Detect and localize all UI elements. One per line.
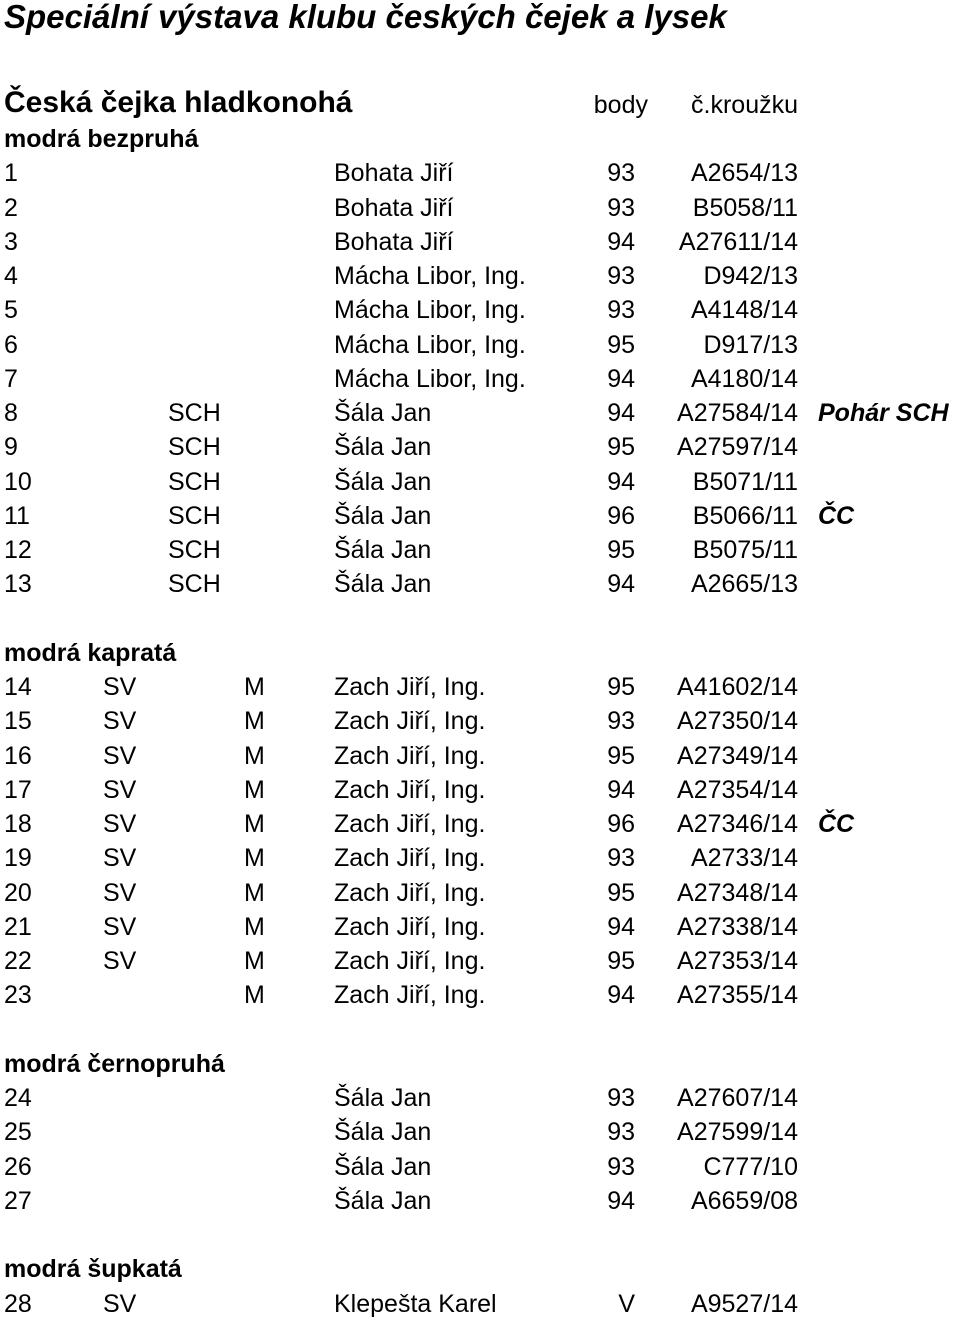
entry-number: 11: [4, 501, 30, 530]
entry-ring: A27355/14: [677, 981, 798, 1010]
entry-mark: M: [244, 947, 265, 975]
entry-number: 13: [4, 570, 32, 599]
entry-exhibitor: Šála Jan: [334, 1118, 432, 1147]
table-row: [0, 499, 960, 533]
table-row: [0, 841, 960, 875]
entry-ring: A27584/14: [677, 399, 798, 427]
entry-points: 93: [607, 1152, 635, 1181]
entry-points: 93: [607, 1084, 635, 1112]
entry-mark: M: [244, 741, 265, 770]
entry-title: SCH: [168, 501, 221, 530]
entry-ring: A27353/14: [677, 947, 798, 975]
entry-number: 14: [4, 673, 32, 701]
entry-title: SV: [103, 878, 137, 907]
entry-mark: M: [244, 844, 265, 873]
entry-exhibitor: Zach Jiří, Ing.: [334, 775, 486, 804]
entry-ring: A27338/14: [677, 912, 798, 941]
points-column-header: body: [593, 91, 648, 119]
entry-ring: D942/13: [703, 262, 798, 290]
entry-points: 94: [607, 364, 635, 393]
entry-points: 95: [607, 330, 635, 359]
entry-number: 22: [4, 947, 32, 975]
table-row: [0, 191, 960, 225]
entry-points: 95: [607, 878, 635, 907]
table-row: [0, 670, 960, 704]
entry-number: 16: [4, 741, 32, 770]
table-row: [0, 567, 960, 601]
table-row: [0, 1287, 960, 1321]
entry-points: 95: [607, 673, 635, 701]
entry-ring: A2665/13: [690, 570, 798, 599]
entry-title: SCH: [168, 467, 221, 496]
entry-exhibitor: Zach Jiří, Ing.: [334, 673, 486, 701]
entry-points: 95: [607, 536, 635, 564]
entry-number: 28: [4, 1289, 32, 1318]
entry-number: 1: [4, 159, 18, 188]
entry-exhibitor: Zach Jiří, Ing.: [334, 912, 486, 941]
table-row: [0, 156, 960, 190]
entry-points: 93: [607, 159, 635, 188]
table-row: [0, 807, 960, 841]
entry-title: SV: [103, 673, 137, 701]
table-row: [0, 978, 960, 1012]
entry-award: ČC: [818, 501, 855, 530]
entry-title: SV: [103, 947, 137, 975]
entry-points: 93: [607, 707, 635, 736]
entry-number: 18: [4, 810, 32, 838]
entry-number: 26: [4, 1152, 32, 1181]
page-title: Speciální výstava klubu českých čejek a lysek: [4, 0, 727, 35]
table-row: [0, 362, 960, 396]
entry-mark: M: [244, 981, 265, 1010]
entry-ring: B5058/11: [692, 193, 798, 222]
entry-points: 94: [607, 227, 635, 256]
entry-number: 21: [4, 912, 32, 941]
entry-title: SCH: [168, 570, 221, 599]
entry-points: 95: [607, 947, 635, 975]
entry-award: Pohár SCH: [818, 399, 949, 427]
entry-exhibitor: Bohata Jiří: [334, 159, 454, 188]
section-heading: modrá bezpruhá: [4, 125, 199, 153]
entry-points: 95: [607, 433, 635, 462]
table-row: [0, 1184, 960, 1218]
entry-title: SV: [103, 775, 137, 804]
entry-points: 94: [607, 912, 635, 941]
entry-exhibitor: Šála Jan: [334, 570, 432, 599]
entry-exhibitor: Šála Jan: [334, 433, 432, 462]
entry-ring: A27599/14: [677, 1118, 798, 1147]
entry-ring: C777/10: [703, 1152, 798, 1181]
table-row: [0, 704, 960, 738]
entry-title: SCH: [168, 536, 221, 564]
entry-number: 23: [4, 981, 32, 1010]
entry-points: 93: [607, 844, 635, 873]
entry-exhibitor: Bohata Jiří: [334, 193, 454, 222]
entry-ring: A2733/14: [690, 844, 798, 873]
entry-exhibitor: Zach Jiří, Ing.: [334, 810, 486, 838]
entry-number: 20: [4, 878, 32, 907]
entry-number: 27: [4, 1186, 32, 1215]
entry-number: 17: [4, 775, 32, 804]
table-row: [0, 293, 960, 327]
entry-points: 94: [607, 981, 635, 1010]
entry-number: 15: [4, 707, 32, 736]
table-row: [0, 1081, 960, 1115]
table-row: [0, 910, 960, 944]
section-heading: modrá kapratá: [4, 638, 177, 667]
section-heading: modrá šupkatá: [4, 1255, 182, 1284]
entry-exhibitor: Šála Jan: [334, 501, 432, 530]
entry-exhibitor: Šála Jan: [334, 536, 432, 564]
entry-title: SV: [103, 912, 137, 941]
entry-number: 24: [4, 1084, 32, 1112]
entry-points: 96: [607, 501, 635, 530]
entry-number: 25: [4, 1118, 32, 1147]
table-row: [0, 430, 960, 464]
entry-ring: A4180/14: [690, 364, 798, 393]
entry-number: 6: [4, 330, 18, 359]
table-row: [0, 739, 960, 773]
table-row: [0, 225, 960, 259]
entry-points: 94: [607, 775, 635, 804]
entry-ring: A27346/14: [677, 810, 798, 838]
entry-number: 9: [4, 433, 18, 462]
entry-exhibitor: Mácha Libor, Ing.: [334, 364, 526, 393]
entry-mark: M: [244, 912, 265, 941]
breed-heading: Česká čejka hladkonohá: [4, 86, 353, 119]
entry-exhibitor: Bohata Jiří: [334, 227, 454, 256]
entry-points: 93: [607, 1118, 635, 1147]
entry-number: 7: [4, 364, 18, 393]
entry-exhibitor: Šála Jan: [334, 399, 432, 427]
table-row: [0, 259, 960, 293]
section-heading: modrá černopruhá: [4, 1049, 225, 1078]
entry-exhibitor: Šála Jan: [334, 1152, 432, 1181]
entry-exhibitor: Klepešta Karel: [334, 1289, 497, 1318]
entry-exhibitor: Zach Jiří, Ing.: [334, 981, 486, 1010]
entry-exhibitor: Zach Jiří, Ing.: [334, 947, 486, 975]
entry-points: 93: [607, 296, 635, 325]
entry-mark: M: [244, 810, 265, 838]
entry-ring: A9527/14: [690, 1289, 798, 1318]
entry-ring: A27607/14: [677, 1084, 798, 1112]
entry-exhibitor: Mácha Libor, Ing.: [334, 296, 526, 325]
table-row: [0, 944, 960, 978]
table-row: [0, 773, 960, 807]
entry-award: ČC: [818, 810, 855, 838]
table-row: [0, 876, 960, 910]
entry-exhibitor: Šála Jan: [334, 467, 432, 496]
entry-title: SV: [103, 844, 137, 873]
table-row: [0, 396, 960, 430]
table-row: [0, 1150, 960, 1184]
entry-title: SV: [103, 707, 137, 736]
entry-ring: A27597/14: [677, 433, 798, 462]
entry-exhibitor: Zach Jiří, Ing.: [334, 707, 486, 736]
entry-ring: A27611/14: [678, 227, 798, 256]
entry-points: 93: [607, 193, 635, 222]
entry-exhibitor: Šála Jan: [334, 1186, 432, 1215]
entry-number: 19: [4, 844, 32, 873]
entry-exhibitor: Zach Jiří, Ing.: [334, 844, 486, 873]
entry-exhibitor: Šála Jan: [334, 1084, 432, 1112]
entry-title: SV: [103, 1289, 137, 1318]
entry-ring: A27349/14: [677, 741, 798, 770]
entry-ring: A4148/14: [690, 296, 798, 325]
entry-number: 8: [4, 399, 18, 427]
entry-ring: A41602/14: [677, 673, 798, 701]
entry-ring: B5066/11: [692, 501, 798, 530]
table-row: [0, 1115, 960, 1149]
entry-exhibitor: Mácha Libor, Ing.: [334, 262, 526, 290]
entry-title: SCH: [168, 399, 221, 427]
entry-ring: B5075/11: [692, 536, 798, 564]
entry-mark: M: [244, 673, 265, 701]
table-row: [0, 465, 960, 499]
ring-column-header: č.kroužku: [691, 91, 798, 119]
entry-exhibitor: Mácha Libor, Ing.: [334, 330, 526, 359]
entry-number: 2: [4, 193, 18, 222]
entry-exhibitor: Zach Jiří, Ing.: [334, 878, 486, 907]
entry-ring: A6659/08: [690, 1186, 798, 1215]
entry-ring: D917/13: [703, 330, 798, 359]
entry-points: 94: [607, 1186, 635, 1215]
entry-number: 3: [4, 227, 18, 256]
entry-number: 12: [4, 536, 32, 564]
entry-points: 94: [607, 467, 635, 496]
entry-mark: M: [244, 775, 265, 804]
entry-number: 10: [4, 467, 32, 496]
entry-number: 5: [4, 296, 18, 325]
entry-points: 95: [607, 741, 635, 770]
entry-points: 94: [607, 399, 635, 427]
entry-mark: M: [244, 707, 265, 736]
table-row: [0, 328, 960, 362]
entry-title: SV: [103, 810, 137, 838]
entry-points: 93: [607, 262, 635, 290]
entry-points: V: [618, 1289, 635, 1318]
entry-points: 94: [607, 570, 635, 599]
entry-ring: A27348/14: [677, 878, 798, 907]
entry-mark: M: [244, 878, 265, 907]
entry-number: 4: [4, 262, 18, 290]
entry-ring: B5071/11: [692, 467, 798, 496]
entry-title: SV: [103, 741, 137, 770]
entry-ring: A2654/13: [690, 159, 798, 188]
entry-ring: A27350/14: [677, 707, 798, 736]
entry-points: 96: [607, 810, 635, 838]
table-row: [0, 533, 960, 567]
entry-exhibitor: Zach Jiří, Ing.: [334, 741, 486, 770]
entry-title: SCH: [168, 433, 221, 462]
entry-ring: A27354/14: [677, 775, 798, 804]
